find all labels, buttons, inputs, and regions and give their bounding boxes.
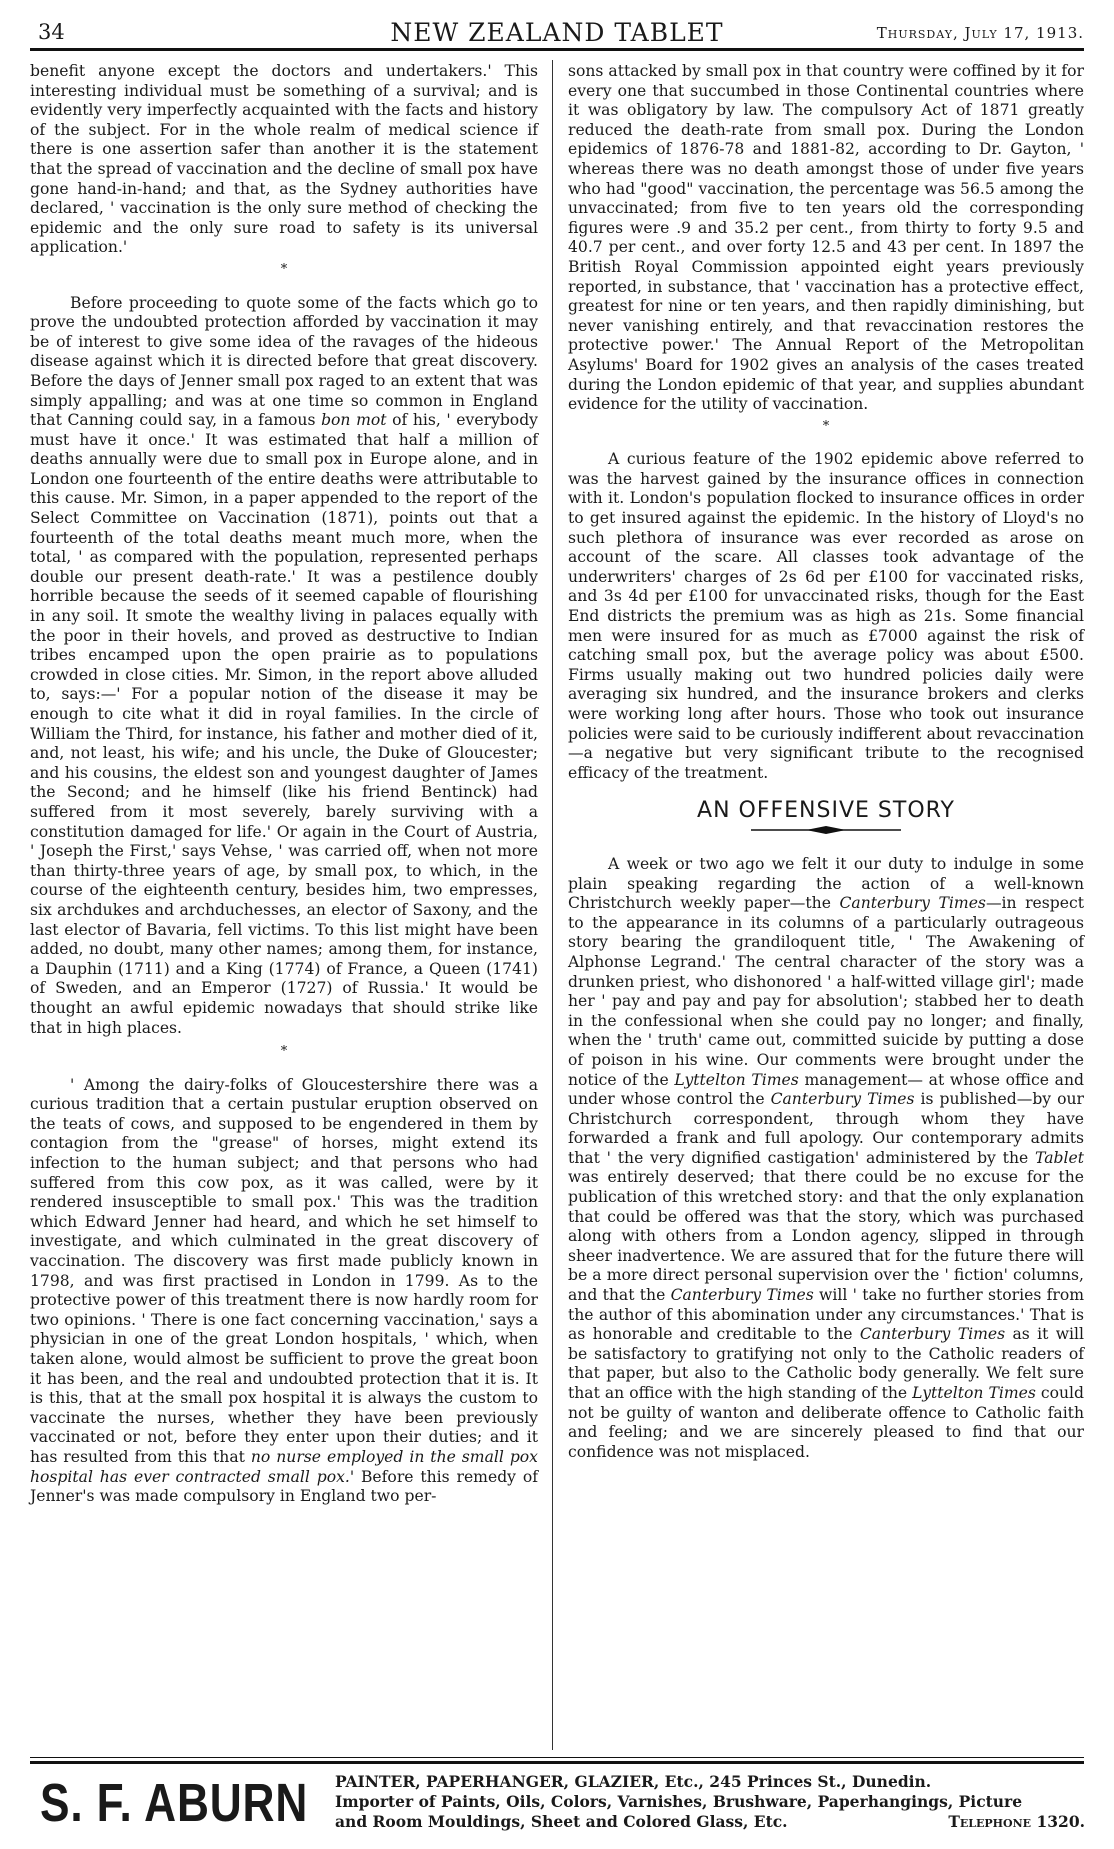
advert-line-2: Importer of Paints, Oils, Colors, Varnishes, Brushware, Paperhangings, Picture — [335, 1792, 1023, 1811]
section-separator: * — [822, 418, 830, 434]
masthead — [30, 18, 1084, 50]
left-column — [30, 62, 538, 1507]
section-separator: * — [280, 261, 288, 277]
newspaper-title: NEW ZEALAND TABLET — [390, 18, 724, 47]
left-paragraph-1: benefit anyone except the doctors and undertakers.' This interesting individual must be something of a survival; and is evidently very imperfectly acquainted with the facts and history of the subject. For in the whole realm of medical science if there is one assertion safer than another it is the statement that the spread of vaccination and the decline of small pox have gone hand-in-hand; and that, as the Sydney authorities have declared, ' vaccination is the only sure method of checking the epidemic and the only sure road to safety is its universal application.' — [30, 62, 538, 257]
left-paragraph-3: ' Among the dairy-folks of Gloucestershire there was a curious tradition that a certain pustular eruption observed on the teats of cows, and supposed to be engendered in them by contagion from the "grease" of horses, might extend its infection to the human subject; and that persons who had suffered from this cow pox, as it was called, were by it rendered insusceptible to small pox.' This was the tradition which Edward Jenner had heard, and which he set himself to investigate, and which culminated in the great discovery of vaccination. The discovery was first made publicly known in 1798, and was first practised in London in 1799. As to the protective power of this treatment there is now hardly room for two opinions. ' There is one fact concerning vaccination,' says a physician in one of the great London hospitals, ' which, when taken alone, would almost be sufficient to prove the great boon it has been, and the real and undoubted protection that it is. It is this, that at the small pox hospital it is always the custom to vaccinate the nurses, whether they have been previously vaccinated or not, before they enter upon their duties; and it has resulted from this that no nurse employed in the small pox hospital has ever contracted small pox.' Before this remedy of Jenner's was made compulsory in England two per- — [30, 1075, 538, 1506]
heading-ornament — [751, 825, 901, 835]
issue-date: Thursday, July 17, 1913. — [876, 24, 1084, 42]
right-paragraph-2: A curious feature of the 1902 epidemic above referred to was the harvest gained by the insurance offices in connection with it. London's population flocked to insurance offices in order to get insured against the epidemic. In the history of Lloyd's no such plethora of insurance was ever recorded as arose on account of the scare. All classes took advantage of the underwriters' charges of 2s 6d per £100 for vaccinated risks, and 3s 4d per £100 for unvaccinated risks, though for the East End districts the premium was as high as 21s. Some financial men were insured for as much as £7000 against the risk of catching small pox, but the average policy was about £500. Firms usually making out two hundred policies daily were averaging six hundred, and the insurance brokers and clerks were working long after hours. Those who took out insurance policies were said to be curiously indifferent about revaccination—a negative but very significant tribute to the recognised efficacy of the treatment. — [568, 450, 1084, 782]
section-separator: * — [280, 1044, 288, 1060]
page-number: 34 — [38, 20, 65, 44]
advertisement-text — [335, 1772, 1085, 1832]
column-divider — [552, 60, 553, 1750]
advert-rule — [30, 1761, 1084, 1764]
article-heading: AN OFFENSIVE STORY — [697, 798, 955, 824]
advertisement — [30, 1770, 1084, 1840]
advertiser-name: S. F. ABURN — [40, 1773, 309, 1833]
right-column — [568, 62, 1084, 1462]
right-paragraph-3: A week or two ago we felt it our duty to indulge in some plain speaking regarding the action of a well-known Christchurch weekly paper—the Canterbury Times—in respect to the appearance in its columns of a particularly outrageous story bearing the grandiloquent title, ' The Awakening of Alphonse Legrand.' The central character of the story was a drunken priest, who dishonored ' a half-witted village girl'; made her ' pay and pay and pay for absolution'; stabbed her to death in the confessional when she could pay no longer; and finally, when the ' truth' came out, committed suicide by putting a dose of poison in his wine. Our comments were brought under the notice of the Lyttelton Times management— at whose office and under whose control the Canterbury Times is published—by our Christchurch correspondent, through whom they have forwarded a frank and full apology. Our contemporary admits that ' the very dignified castigation' administered by the Tablet was entirely deserved; that there could be no excuse for the publication of this wretched story: and that the only explanation that could be offered was that the story, which was purchased along with others from a London agency, slipped in through sheer inadvertence. We are assured that for the future there will be a more direct personal supervision over the ' fiction' columns, and that the Canterbury Times will ' take no further stories from the author of this abomination under any circumstances.' That is as honorable and creditable to the Canterbury Times as it will be satisfactory to gratifying not only to the Catholic readers of that paper, but also to the Catholic body generally. We felt sure that an office with the high standing of the Lyttelton Times could not be guilty of wanton and deliberate offence to Catholic faith and feeling; and we are sincerely pleased to find that our confidence was not misplaced. — [568, 854, 1085, 1461]
masthead-rule — [30, 48, 1084, 51]
advert-line-1: PAINTER, PAPERHANGER, GLAZIER, Etc., 245 Princes St., Dunedin. — [335, 1772, 932, 1791]
advert-rule — [30, 1757, 1084, 1758]
left-paragraph-2: Before proceeding to quote some of the facts which go to prove the undoubted protection afforded by vaccination it may be of interest to give some idea of the ravages of the hideous disease against which it is directed before that great discovery. Before the days of Jenner small pox raged to an extent that was simply appalling; and was at one time so common in England that Canning could say, in a famous bon mot of his, ' everybody must have it once.' It was estimated that half a million of deaths annually were due to small pox in Europe alone, and in London one fourteenth of the entire deaths were attributable to this cause. Mr. Simon, in a paper appended to the report of the Select Committee on Vaccination (1871), points out that a fourteenth of the total deaths meant much more, when the total, ' as compared with the population, represented perhaps double our present death-rate.' It was a pestilence doubly horrible because the seeds of it seemed capable of flourishing in any soil. It smote the wealthy living in palaces equally with the poor in their hovels, and proved as destructive to Indian tribes encamped upon the open prairie as to populations crowded in close cities. Mr. Simon, in the report above alluded to, says:—' For a popular notion of the disease it may be enough to cite what it did in royal families. In the circle of William the Third, for instance, his father and mother died of it, and, not least, his wife; and his uncle, the Duke of Gloucester; and his cousins, the eldest son and youngest daughter of James the Second; and he himself (like his friend Bentinck) had suffered from it most severely, barely surviving with a constitution damaged for life.' Or again in the Court of Austria, ' Joseph the First,' says Vehse, ' was carried off, when not more than thirty-three years of age, by small pox, to which, in the course of the eighteenth century, besides him, two empresses, six archdukes and archduchesses, an elector of Saxony, and the last elector of Bavaria, fell victims. To this list might have been added, no doubt, many other names; among them, for instance, a Dauphin (1711) and a King (1774) of France, a Queen (1741) of Sweden, and an Emperor (1727) of Russia.' It would be thought an awful epidemic nowadays that should strike like that in high places. — [30, 293, 538, 1037]
advert-line-3: and Room Mouldings, Sheet and Colored Glass, Etc. Telephone 1320. — [335, 1812, 1085, 1831]
right-paragraph-1: sons attacked by small pox in that country were coffined by it for every one that succumbed in those Continental countries where it was obligatory by law. The compulsory Act of 1871 greatly reduced the death-rate from small pox. During the London epidemics of 1876-78 and 1881-82, according to Dr. Gayton, ' whereas there was no death amongst those of under five years who had "good" vaccination, the percentage was 56.5 among the unvaccinated; from five to ten years old the corresponding figures were .9 and 35.2 per cent., from thirty to forty 9.5 and 40.7 per cent., and over forty 12.5 and 43 per cent. In 1897 the British Royal Commission appointed eight years previously reported, in substance, that ' vaccination has a protective effect, greatest for nine or ten years, and then rapidly diminishing, but never vanishing entirely, and that revaccination restores the protective power.' The Annual Report of the Metropolitan Asylums' Board for 1902 gives an analysis of the cases treated during the London epidemic of that year, and supplies abundant evidence for the utility of vaccination. — [568, 62, 1084, 414]
telephone-number: Telephone 1320. — [948, 1812, 1085, 1831]
